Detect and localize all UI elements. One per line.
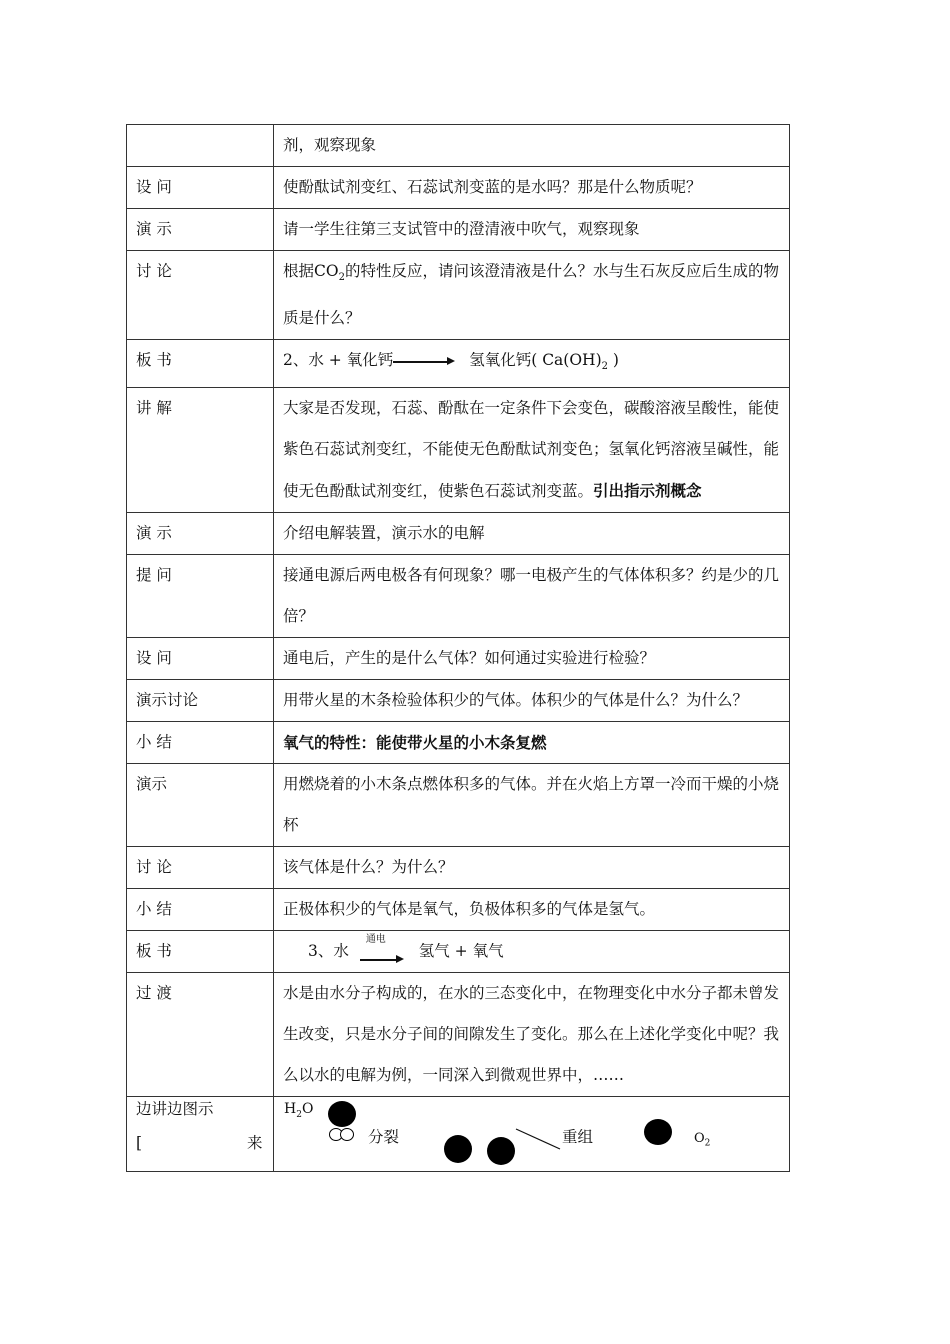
h2o-label: $H_2O$ [284, 1101, 314, 1120]
row-content [274, 388, 790, 513]
molecule-diagram [274, 1097, 790, 1172]
table-row [127, 167, 790, 209]
equation [274, 931, 790, 973]
row-label: 板 书 [127, 931, 274, 973]
row-label: 讨 论 [127, 251, 274, 340]
table-row [127, 251, 790, 340]
row-label: 提 问 [127, 555, 274, 638]
bold-text: 引出指示剂概念 [593, 481, 702, 501]
row-label: 演示讨论 [127, 680, 274, 722]
row-label: 讲 解 [127, 388, 274, 513]
hydrogen-atom-icon [340, 1128, 354, 1141]
row-label: 过 渡 [127, 973, 274, 1097]
row-content: 接通电源后两电极各有何现象？哪一电极产生的气体体积多？约是少的几倍？ [274, 555, 790, 638]
row-content: 通电后，产生的是什么气体？如何通过实验进行检验？ [274, 638, 790, 680]
row-content: 请一学生往第三支试管中的澄清液中吹气，观察现象 [274, 209, 790, 251]
slash-line-icon [514, 1127, 564, 1153]
equation-right: 氢气 + 氧气 [418, 942, 504, 961]
reaction-arrow-icon [360, 954, 404, 964]
row-content: 正极体积少的气体是氧气，负极体积多的气体是氢气。 [274, 889, 790, 931]
condition-label: 通电 [365, 934, 386, 946]
o2-label: $O_2$ [694, 1131, 711, 1149]
label-text: 边讲边图示 [136, 1100, 214, 1119]
table-row [127, 388, 790, 513]
row-label: 小 结 [127, 889, 274, 931]
row-label: 演 示 [127, 209, 274, 251]
row-content: 该气体是什么？为什么？ [274, 847, 790, 889]
table-row [127, 555, 790, 638]
reaction-condition [360, 934, 404, 962]
table-row [127, 931, 790, 973]
text: 大家是否发现，石蕊、酚酞在一定条件下会变色，碳酸溶液呈酸性，能使紫色石蕊试剂变红，不能使无色酚酞试剂变色；氢氧化钙溶液呈碱性，能使无色酚酞试剂变红，使紫色石蕊试剂变蓝。 [283, 399, 780, 501]
table-row [127, 847, 790, 889]
row-label: 演 示 [127, 513, 274, 555]
table-row [127, 513, 790, 555]
row-label: 设 问 [127, 167, 274, 209]
row-content: 剂，观察现象 [274, 125, 790, 167]
text: ) [608, 351, 619, 370]
row-label: 讨 论 [127, 847, 274, 889]
row-content: 用带火星的木条检验体积少的气体。体积少的气体是什么？为什么？ [274, 680, 790, 722]
label-text: 来 [247, 1134, 263, 1153]
lesson-table [126, 124, 790, 1172]
split-label: 分裂 [368, 1128, 400, 1147]
row-content: 介绍电解装置，演示水的电解 [274, 513, 790, 555]
table-row [127, 1097, 790, 1172]
row-content: 用燃烧着的小木条点燃体积多的气体。并在火焰上方罩一冷而干燥的小烧杯 [274, 764, 790, 847]
oxygen-atom-icon [487, 1137, 515, 1165]
text: 根据CO [283, 262, 339, 280]
equation [274, 340, 790, 388]
oxygen-atom-icon [328, 1101, 356, 1127]
table-row [127, 340, 790, 388]
table-row [127, 764, 790, 847]
table-row [127, 638, 790, 680]
table-row [127, 680, 790, 722]
text: 的特性反应，请问该澄清液是什么？水与生石灰反应后生成的物质是什么？ [283, 262, 779, 328]
table-row [127, 889, 790, 931]
table-row [127, 722, 790, 764]
row-label [127, 125, 274, 167]
label-bracket: [ [136, 1134, 143, 1153]
row-label: 小 结 [127, 722, 274, 764]
table-row [127, 973, 790, 1097]
row-content: 水是由水分子构成的，在水的三态变化中，在物理变化中水分子都未曾发生改变，只是水分子间的间隙发生了变化。那么在上述化学变化中呢？我么以水的电解为例，一同深入到微观世界中，…… [274, 973, 790, 1097]
oxygen-molecule-icon [644, 1119, 672, 1145]
row-content: 使酚酞试剂变红、石蕊试剂变蓝的是水吗？那是什么物质呢？ [274, 167, 790, 209]
reaction-arrow-icon [393, 354, 455, 368]
subscript: 2 [338, 272, 345, 284]
row-label: 板 书 [127, 340, 274, 388]
row-label: 演示 [127, 764, 274, 847]
subscript: 2 [601, 361, 608, 373]
recombine-label: 重组 [562, 1128, 594, 1147]
table-row [127, 209, 790, 251]
row-content: 氧气的特性：能使带火星的小木条复燃 [274, 722, 790, 764]
equation-left: 3、水 [308, 942, 349, 961]
equation-left: 2、水 + 氧化钙 [283, 351, 394, 370]
row-label: 设 问 [127, 638, 274, 680]
row-content [274, 251, 790, 340]
equation-right: 氢氧化钙( Ca(OH) [469, 351, 602, 370]
oxygen-atom-icon [444, 1135, 472, 1163]
row-label [127, 1097, 274, 1172]
table-row [127, 125, 790, 167]
